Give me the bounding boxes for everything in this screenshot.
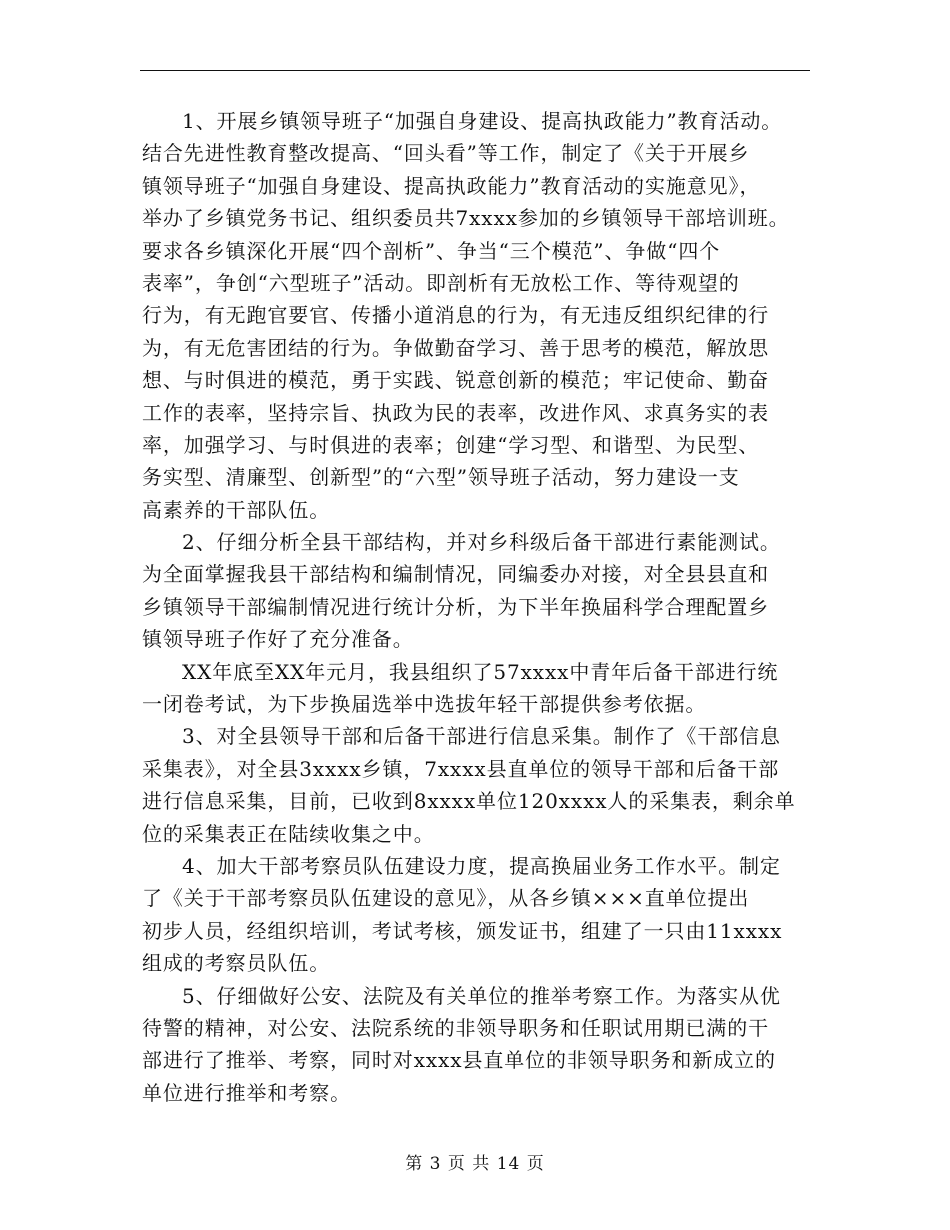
header-rule — [140, 70, 810, 71]
text-line: 为全面掌握我县干部结构和编制情况，同编委办对接，对全县县直和 — [142, 562, 769, 587]
text-line: 高素养的干部队伍。 — [142, 497, 331, 522]
text-line: 为，有无危害团结的行为。争做勤奋学习、善于思考的模范，解放思 — [142, 335, 769, 360]
text-line: 举办了乡镇党务书记、组织委员共7xxxx参加的乡镇领导干部培训班。 — [142, 206, 790, 231]
text-line: 位的采集表正在陆续收集之中。 — [142, 821, 435, 846]
text-line: 待警的精神，对公安、法院系统的非领导职务和任职试用期已满的干 — [142, 1015, 769, 1040]
text-line: 要求各乡镇深化开展“四个剖析”、争当“三个模范”、争做“四个 — [142, 238, 721, 263]
text-line: 镇领导班子“加强自身建设、提高执政能力”教育活动的实施意见》， — [142, 173, 761, 198]
text-line: 镇领导班子作好了充分准备。 — [142, 627, 414, 652]
text-line: 1、开展乡镇领导班子“加强自身建设、提高执政能力”教育活动。 — [182, 109, 783, 133]
text-line: 表率”，争创“六型班子”活动。即剖析有无放松工作、等待观望的 — [142, 270, 740, 295]
text-line: 4、加大干部考察员队伍建设力度，提高换届业务工作水平。制定 — [182, 853, 781, 878]
text-line: 组成的考察员队伍。 — [142, 951, 331, 976]
text-line: 5、仔细做好公安、法院及有关单位的推举考察工作。为落实从优 — [182, 983, 781, 1008]
text-line: 2、仔细分析全县干部结构，并对乡科级后备干部进行素能测试。 — [182, 530, 781, 555]
text-line: 工作的表率，坚持宗旨、执政为民的表率，改进作风、求真务实的表 — [142, 400, 769, 425]
text-line: 了《关于干部考察员队伍建设的意见》，从各乡镇×××直单位提出 — [142, 886, 750, 911]
text-line: 采集表》，对全县3xxxx乡镇，7xxxx县直单位的领导干部和后备干部 — [142, 756, 780, 781]
text-line: 率，加强学习、与时俱进的表率；创建“学习型、和谐型、为民型、 — [142, 432, 760, 457]
text-line: 部进行了推举、考察，同时对xxxx县直单位的非领导职务和新成立的 — [142, 1048, 776, 1073]
text-line: 结合先进性教育整改提高、“回头看”等工作，制定了《关于开展乡 — [142, 141, 750, 166]
text-line: 初步人员，经组织培训，考试考核，颁发证书，组建了一只由11xxxx — [142, 918, 783, 943]
text-line: 进行信息采集，目前，已收到8xxxx单位120xxxx人的采集表，剩余单 — [142, 789, 796, 814]
text-line: 单位进行推举和考察。 — [142, 1080, 351, 1105]
text-line: XX年底至XX年元月，我县组织了57xxxx中青年后备干部进行统 — [182, 659, 779, 684]
document-body — [142, 105, 814, 1109]
text-line: 行为，有无跑官要官、传播小道消息的行为，有无违反组织纪律的行 — [142, 303, 769, 328]
text-line: 想、与时俱进的模范，勇于实践、锐意创新的模范；牢记使命、勤奋 — [142, 368, 769, 393]
text-line: 3、对全县领导干部和后备干部进行信息采集。制作了《干部信息 — [182, 724, 781, 749]
text-line: 乡镇领导干部编制情况进行统计分析，为下半年换届科学合理配置乡 — [142, 594, 769, 619]
text-line: 一闭卷考试，为下步换届选举中选拔年轻干部提供参考依据。 — [142, 692, 707, 717]
text-line: 务实型、清廉型、创新型”的“六型”领导班子活动，努力建设一支 — [142, 465, 740, 490]
page-number-footer: 第 3 页 共 14 页 — [405, 1154, 545, 1174]
